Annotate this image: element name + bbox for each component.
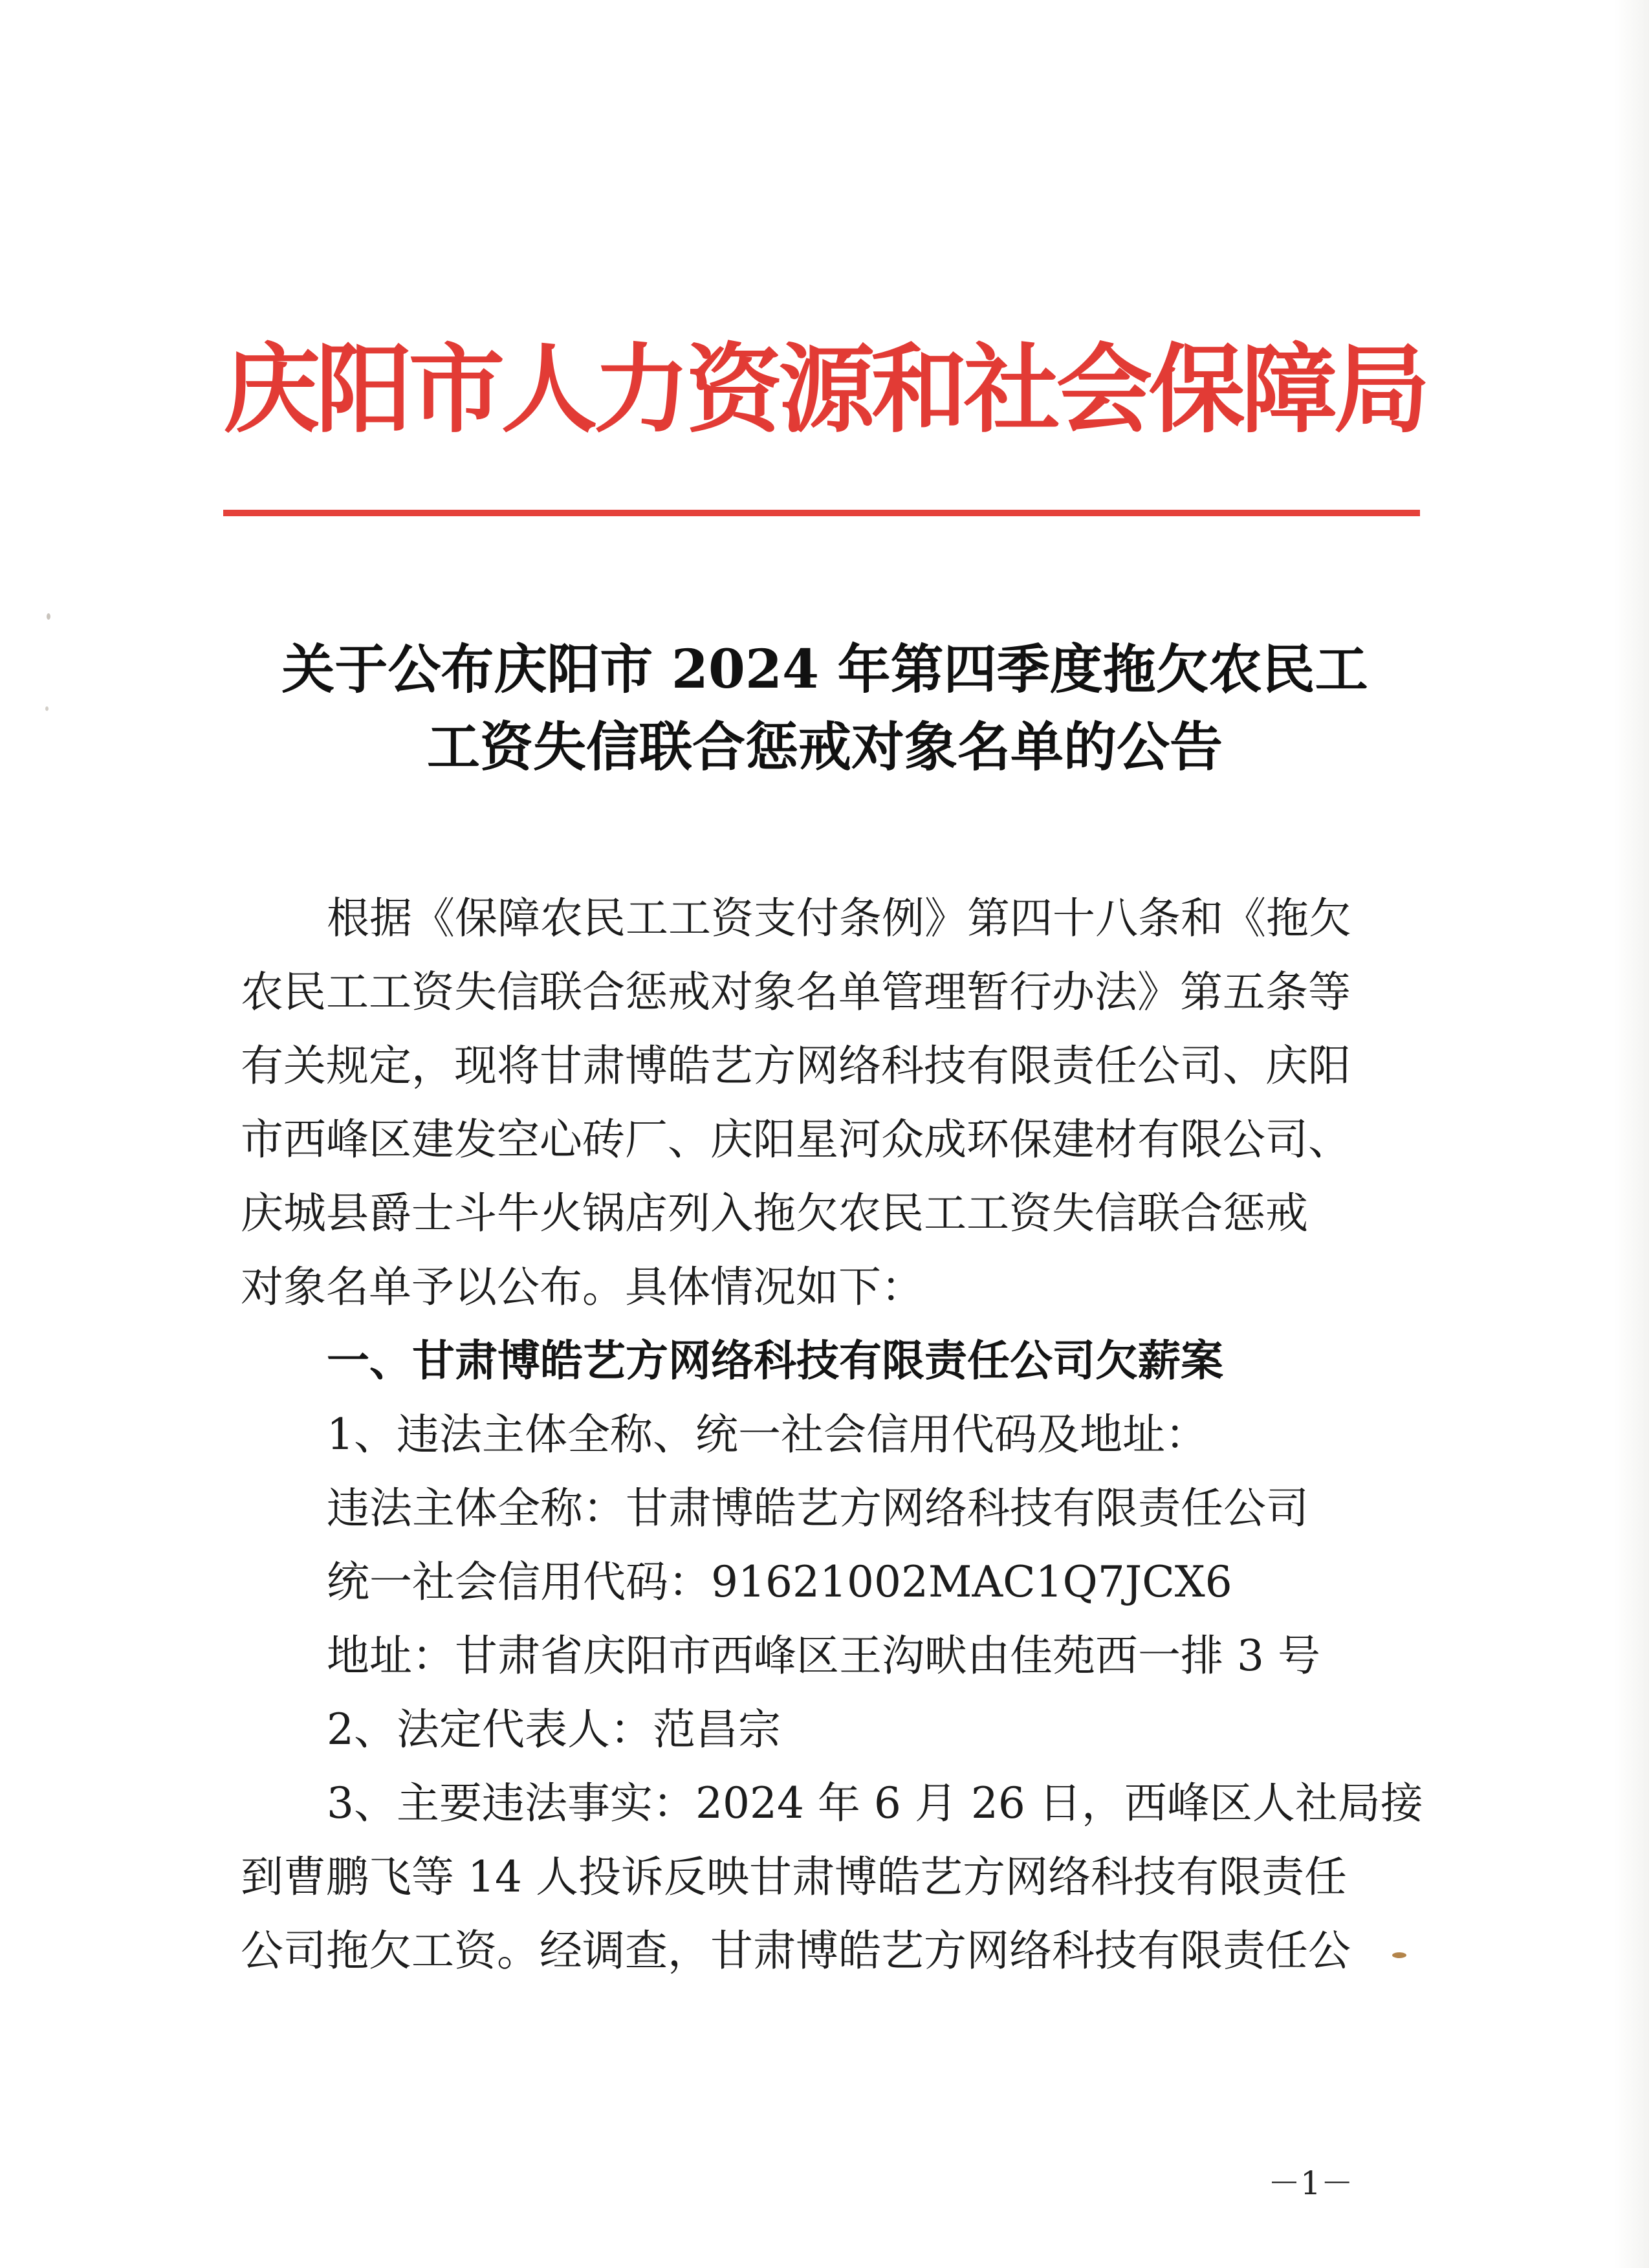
scanned-page-edge bbox=[1614, 0, 1649, 2268]
title-line-2: 工资失信联合惩戒对象名单的公告 bbox=[426, 716, 1223, 778]
facts-line-1: 3、主要违法事实：2024 年 6 月 26 日，西峰区人社局接 bbox=[327, 1778, 1423, 1828]
intro-line-6: 对象名单予以公布。具体情况如下： bbox=[241, 1262, 924, 1312]
letterhead-red-rule bbox=[223, 510, 1420, 516]
violator-address: 地址：甘肃省庆阳市西峰区王沟畎由佳苑西一排 3 号 bbox=[327, 1631, 1320, 1681]
page-number: －1－ bbox=[1268, 2164, 1353, 2202]
case-1-item-1-label: 1、违法主体全称、统一社会信用代码及地址： bbox=[327, 1410, 1208, 1459]
scan-speck bbox=[45, 706, 49, 711]
credit-code: 统一社会信用代码：91621002MAC1Q7JCX6 bbox=[327, 1557, 1232, 1607]
intro-line-4: 市西峰区建发空心砖厂、庆阳星河众成环保建材有限公司、 bbox=[241, 1115, 1351, 1164]
title-line-1: 关于公布庆阳市 2024 年第四季度拖欠农民工 bbox=[281, 638, 1368, 701]
scan-speck bbox=[1392, 1952, 1406, 1958]
facts-line-2: 到曹鹏飞等 14 人投诉反映甘肃博皓艺方网络科技有限责任 bbox=[241, 1852, 1347, 1902]
facts-line-3: 公司拖欠工资。经调查，甘肃博皓艺方网络科技有限责任公 bbox=[241, 1926, 1351, 1976]
intro-line-1: 根据《保障农民工工资支付条例》第四十八条和《拖欠 bbox=[327, 893, 1351, 943]
intro-line-3: 有关规定，现将甘肃博皓艺方网络科技有限责任公司、庆阳 bbox=[241, 1041, 1351, 1091]
scan-speck bbox=[47, 613, 50, 620]
legal-representative: 2、法定代表人：范昌宗 bbox=[327, 1705, 781, 1754]
agency-letterhead: 庆阳市人力资源和社会保障局 bbox=[223, 333, 1426, 446]
intro-line-5: 庆城县爵士斗牛火锅店列入拖欠农民工工资失信联合惩戒 bbox=[241, 1188, 1308, 1238]
case-1-heading: 一、甘肃博皓艺方网络科技有限责任公司欠薪案 bbox=[327, 1336, 1223, 1386]
document-title bbox=[194, 631, 1456, 786]
violator-full-name: 违法主体全称：甘肃博皓艺方网络科技有限责任公司 bbox=[327, 1483, 1309, 1533]
intro-line-2: 农民工工资失信联合惩戒对象名单管理暂行办法》第五条等 bbox=[241, 967, 1351, 1017]
